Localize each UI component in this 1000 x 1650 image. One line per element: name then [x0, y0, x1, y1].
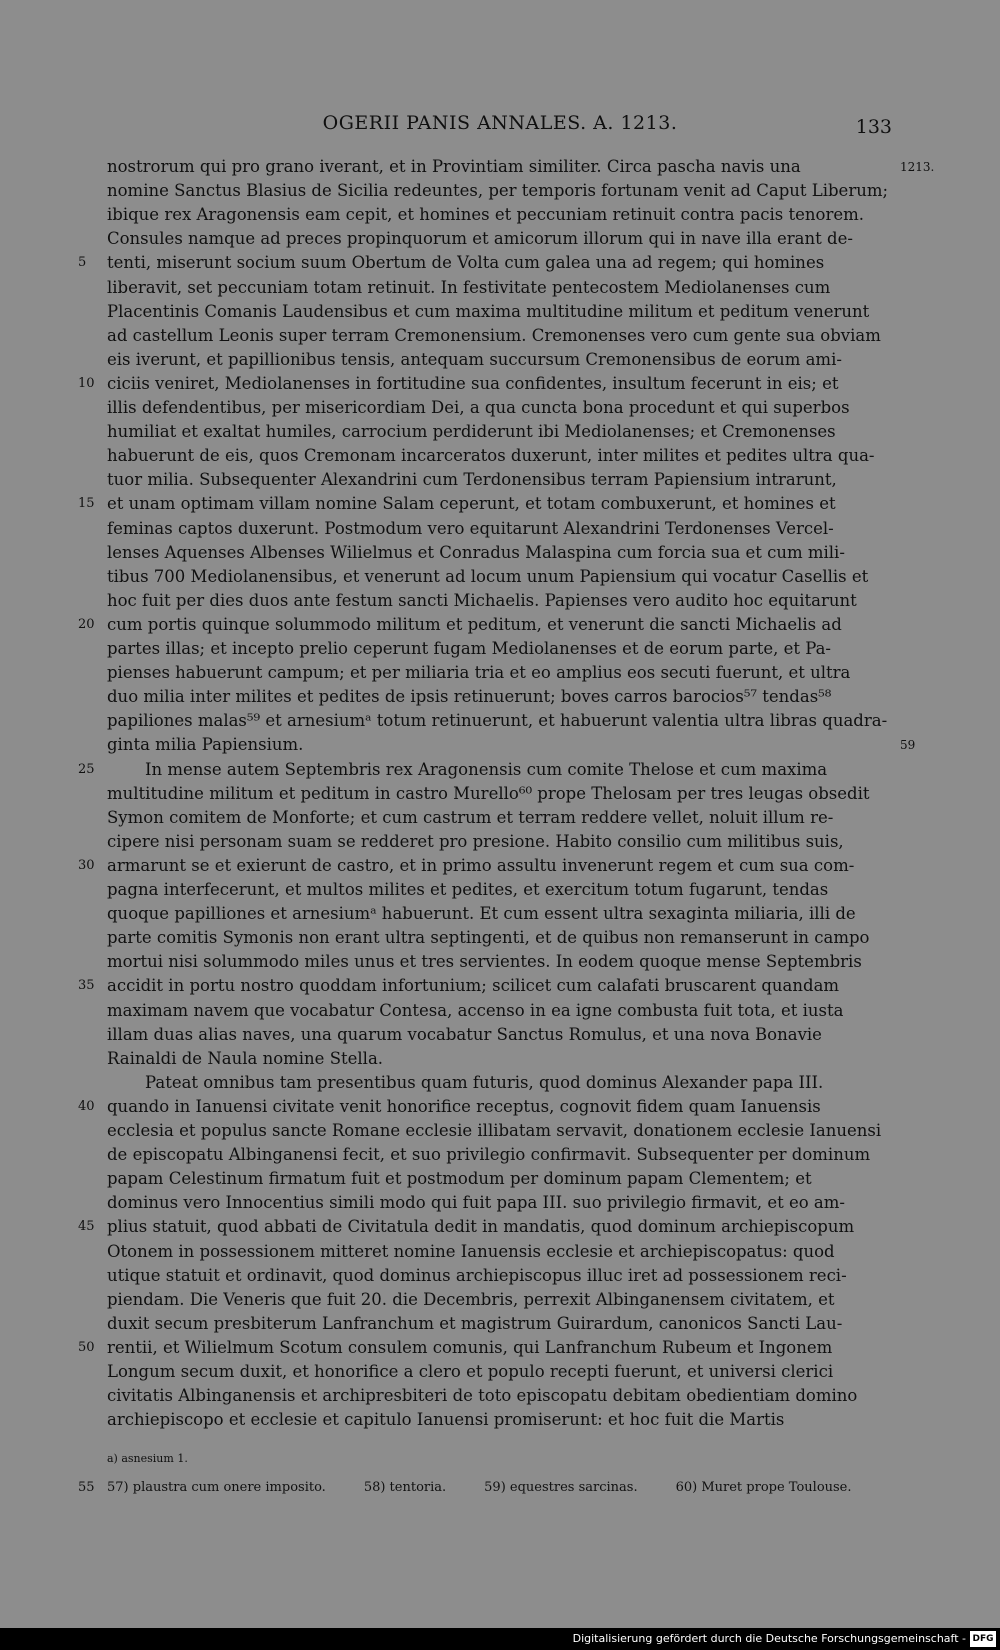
line-number: 35: [78, 978, 95, 994]
text-line: ecclesia et populus sancte Romane ecclesie illibatam servavit, donationem ecclesie Ianuensi: [107, 1121, 882, 1140]
footer-bar: [0, 1628, 1000, 1650]
line-number: 5: [78, 255, 87, 271]
line-number: 10: [78, 375, 95, 391]
text-line: hoc fuit per dies duos ante festum sancti Michaelis. Papienses vero audito hoc equitarunt: [107, 590, 857, 610]
text-line: armarunt se et exierunt de castro, et in primo assultu invenerunt regem et cum sua com-: [107, 855, 855, 875]
footnotes: [107, 1480, 890, 1495]
text-line: cum portis quinque solummodo militum et peditum, et venerunt die sancti Michaelis ad: [107, 614, 842, 634]
text-line: partes illas; et incepto prelio ceperunt fugam Mediolanenses et de eorum parte, et Pa-: [107, 639, 831, 658]
text-line: mortui nisi solummodo miles unus et tres servientes. In eodem quoque mense Septembris: [107, 952, 862, 972]
text-line: rentii, et Wilielmum Scotum consulem comunis, qui Lanfranchum Rubeum et Ingonem: [107, 1337, 833, 1357]
line-number: 50: [78, 1339, 95, 1355]
line-number: 40: [78, 1098, 95, 1114]
line-number: 20: [78, 616, 95, 632]
text-line: et unam optimam villam nomine Salam ceperunt, et totam combuxerunt, et homines et: [107, 494, 836, 514]
text-line: dominus vero Innocentius simili modo qui fuit papa III. suo privilegio firmavit, et eo am-: [107, 1193, 845, 1213]
text-line: pienses habuerunt campum; et per miliaria tria et eo amplius eos secuti fuerunt, et ultra: [107, 663, 851, 683]
text-line: illis defendentibus, per misericordiam Dei, a qua cuncta bona procedunt et qui superbos: [107, 398, 850, 417]
footnote: 60) Muret prope Toulouse.: [675, 1480, 852, 1495]
line-number: 15: [78, 496, 95, 512]
text-line: civitatis Albinganensis et archipresbiteri de toto episcopatu debitam obedientiam domino: [107, 1386, 858, 1406]
text-line: tuor milia. Subsequenter Alexandrini cum Terdonensibus terram Papiensium intrarunt,: [107, 470, 837, 490]
page-number: 133: [855, 116, 892, 138]
margin-note: 1213.: [900, 160, 935, 174]
text-line: parte comitis Symonis non erant ultra septingenti, et de quibus non remanserunt in campo: [107, 928, 870, 948]
text-line: papam Celestinum firmatum fuit et postmodum per dominum papam Clementem; et: [107, 1169, 812, 1189]
text-line: duxit secum presbiterum Lanfranchum et magistrum Guirardum, canonicos Sancti Lau-: [107, 1313, 843, 1333]
text-line: ginta milia Papiensium.: [107, 735, 304, 755]
text-line: illam duas alias naves, una quarum vocabatur Sanctus Romulus, et una nova Bonavie: [107, 1024, 822, 1044]
text-line: ad castellum Leonis super terram Cremonensium. Cremonenses vero cum gente sua obviam: [107, 325, 881, 345]
footnote: 57) plaustra cum onere imposito.: [107, 1480, 326, 1495]
dfg-logo: DFG: [970, 1631, 996, 1647]
line-number: 25: [78, 761, 95, 777]
text-line: quando in Ianuensi civitate venit honorifice receptus, cognovit fidem quam Ianuensis: [107, 1096, 821, 1116]
page-header: [100, 112, 900, 142]
text-line: cipere nisi personam suam se redderet pro presione. Habito consilio cum militibus suis,: [107, 831, 844, 851]
text-line: piendam. Die Veneris que fuit 20. die Decembris, perrexit Albinganensem civitatem, et: [107, 1289, 835, 1309]
text-line: Placentinis Comanis Laudensibus et cum maxima multitudine militum et peditum venerunt: [107, 301, 870, 321]
text-line: maximam navem que vocabatur Contesa, accenso in ea igne combusta fuit tota, et iusta: [107, 1000, 844, 1020]
line-number: 45: [78, 1219, 95, 1235]
text-line: utique statuit et ordinavit, quod dominus archiepiscopus illuc iret ad possessionem reci-: [107, 1265, 847, 1285]
text-line: liberavit, set peccuniam totam retinuit. In festivitate pentecostem Mediolanenses cum: [107, 277, 831, 297]
apparatus-note: a) asnesium 1.: [107, 1452, 188, 1465]
footer-credit: Digitalisierung gefördert durch die Deutsche Forschungsgemeinschaft -: [572, 1632, 966, 1645]
footnote: 59) equestres sarcinas.: [484, 1480, 638, 1495]
text-line: Otonem in possessionem mitteret nomine Ianuensis ecclesie et archiepiscopatus: quod: [107, 1241, 835, 1261]
text-line: humiliat et exaltat humiles, carrocium perdiderunt ibi Mediolanenses; et Cremonenses: [107, 422, 836, 442]
text-line: accidit in portu nostro quoddam infortunium; scilicet cum calafati bruscarent quandam: [107, 976, 840, 996]
text-line: Rainaldi de Naula nomine Stella.: [107, 1048, 384, 1068]
text-line: habuerunt de eis, quos Cremonam incarceratos duxerunt, inter milites et pedites ultra qua-: [107, 446, 875, 466]
text-line: nostrorum qui pro grano iverant, et in Provintiam similiter. Circa pascha navis una: [107, 157, 801, 176]
text-line: Longum secum duxit, et honorifice a clero et populo recepti fuerunt, et universi clerici: [107, 1362, 834, 1381]
text-line: archiepiscopo et ecclesie et capitulo Ianuensi promiserunt: et hoc fuit die Martis: [107, 1410, 785, 1430]
footnote: 58) tentoria.: [363, 1480, 447, 1495]
text-line: papiliones malas⁵⁹ et arnesiumᵃ totum retinuerunt, et habuerunt valentia ultra libras quadra-: [107, 711, 888, 731]
footnote-line-number: 55: [78, 1480, 95, 1495]
text-line: ibique rex Aragonensis eam cepit, et homines et peccuniam retinuit contra pacis tenorem.: [107, 205, 865, 225]
text-line: Pateat omnibus tam presentibus quam futuris, quod dominus Alexander papa III.: [145, 1072, 824, 1092]
text-line: eis iverunt, et papillionibus tensis, antequam succursum Cremonensibus de eorum ami-: [107, 349, 842, 369]
text-line: multitudine militum et peditum in castro Murello⁶⁰ prope Thelosam per tres leugas obsedit: [107, 783, 870, 803]
text-line: Symon comitem de Monforte; et cum castrum et terram reddere vellet, noluit illum re-: [107, 807, 834, 827]
text-line: plius statuit, quod abbati de Civitatula dedit in mandatis, quod dominum archiepiscopum: [107, 1217, 855, 1237]
margin-note: 59: [900, 738, 916, 753]
running-title: OGERII PANIS ANNALES. A. 1213.: [322, 112, 678, 134]
text-line: pagna interfecerunt, et multos milites et pedites, et exercitum totum fugarunt, tendas: [107, 880, 829, 899]
text-line: ciciis veniret, Mediolanenses in fortitudine sua confidentes, insultum fecerunt in eis; et: [107, 373, 839, 393]
text-line: In mense autem Septembris rex Aragonensis cum comite Thelose et cum maxima: [145, 759, 828, 779]
text-line: duo milia inter milites et pedites de ipsis retinuerunt; boves carros barocios⁵⁷ tendas⁵⁸: [107, 687, 832, 707]
text-line: tenti, miserunt socium suum Obertum de Volta cum galea una ad regem; qui homines: [107, 253, 825, 273]
text-line: quoque papilliones et arnesiumᵃ habuerunt. Et cum essent ultra sexaginta miliaria, illi de: [107, 904, 856, 924]
text-line: nomine Sanctus Blasius de Sicilia redeuntes, per temporis fortunam venit ad Caput Liberum;: [107, 181, 889, 201]
text-line: lenses Aquenses Albenses Wilielmus et Conradus Malaspina cum forcia sua et cum mili-: [107, 542, 845, 562]
text-line: Consules namque ad preces propinquorum et amicorum illorum qui in nave illa erant de-: [107, 229, 853, 249]
line-number: 30: [78, 857, 95, 873]
text-line: tibus 700 Mediolanensibus, et venerunt ad locum unum Papiensium qui vocatur Casellis et: [107, 566, 869, 586]
text-line: feminas captos duxerunt. Postmodum vero equitarunt Alexandrini Terdonenses Vercel-: [107, 518, 834, 538]
text-line: de episcopatu Albinganensi fecit, et suo privilegio confirmavit. Subsequenter per dominum: [107, 1145, 871, 1165]
